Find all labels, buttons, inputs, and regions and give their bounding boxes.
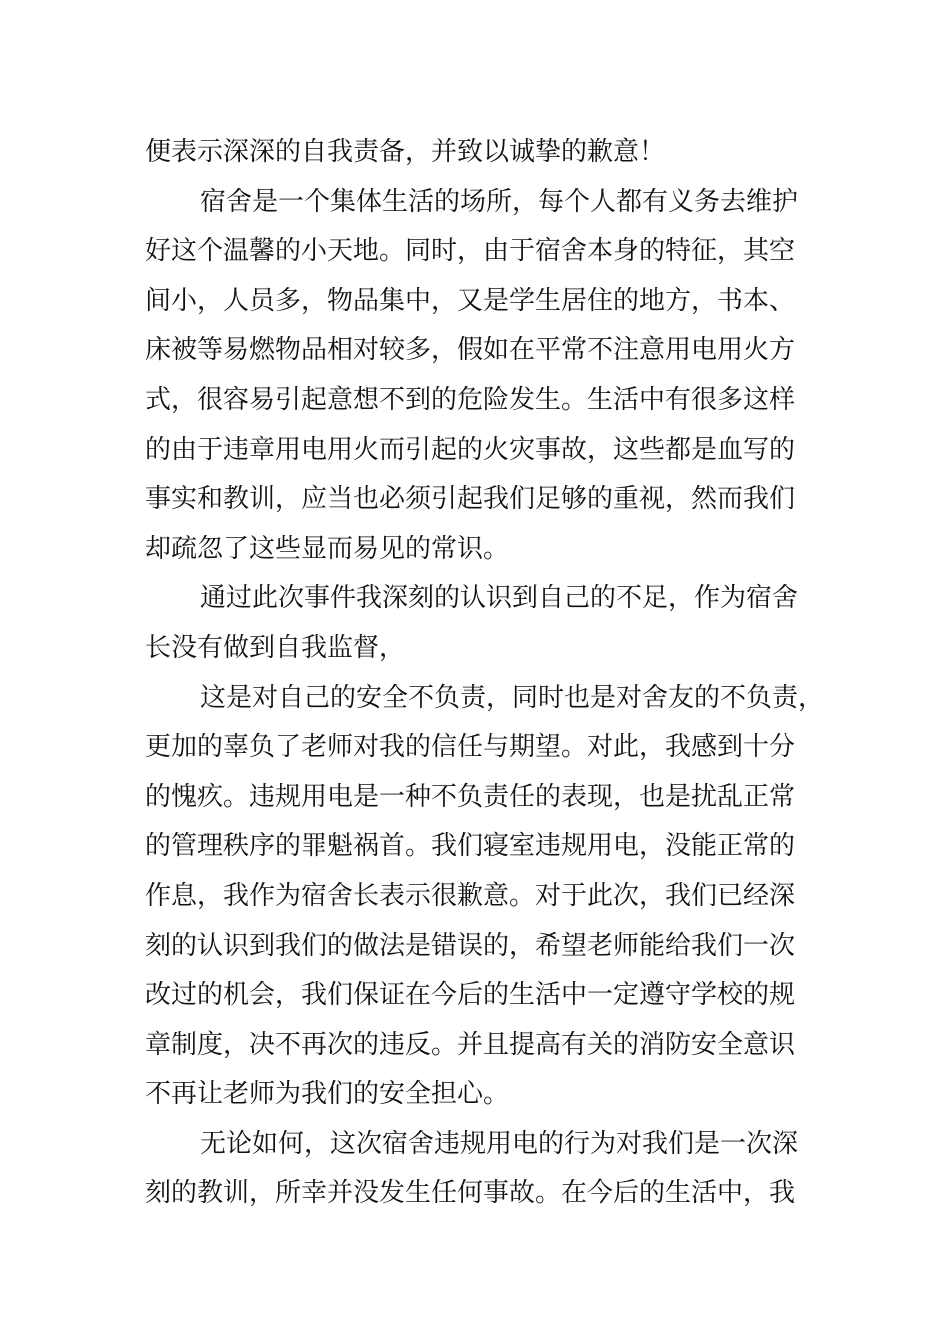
text-line: 作息，我作为宿舍长表示很歉意。对于此次，我们已经深 bbox=[145, 880, 796, 911]
text-line: 不再让老师为我们的安全担心。 bbox=[145, 1079, 510, 1110]
text-line: 好这个温馨的小天地。同时，由于宿舍本身的特征，其空 bbox=[145, 236, 796, 267]
text-line: 床被等易燃物品相对较多，假如在平常不注意用电用火方 bbox=[145, 335, 796, 366]
text-line: 改过的机会，我们保证在今后的生活中一定遵守学校的规 bbox=[145, 980, 796, 1011]
text-line: 更加的辜负了老师对我的信任与期望。对此，我感到十分 bbox=[145, 732, 796, 763]
paragraph-start-line: 无论如何，这次宿舍违规用电的行为对我们是一次深 bbox=[200, 1128, 799, 1159]
paragraph-start-line: 宿舍是一个集体生活的场所，每个人都有义务去维护 bbox=[200, 186, 799, 217]
text-line: 却疏忽了这些显而易见的常识。 bbox=[145, 533, 510, 564]
text-line: 的由于违章用电用火而引起的火灾事故，这些都是血写的 bbox=[145, 434, 796, 465]
text-line: 长没有做到自我监督， bbox=[145, 632, 406, 663]
text-line: 刻的教训，所幸并没发生任何事故。在今后的生活中，我 bbox=[145, 1178, 796, 1209]
text-line: 式，很容易引起意想不到的危险发生。生活中有很多这样 bbox=[145, 384, 796, 415]
paragraph-start-line: 通过此次事件我深刻的认识到自己的不足，作为宿舍 bbox=[200, 583, 799, 614]
text-line: 便表示深深的自我责备，并致以诚挚的歉意！ bbox=[145, 137, 666, 167]
text-line: 间小，人员多，物品集中，又是学生居住的地方，书本、 bbox=[145, 285, 796, 316]
text-line: 的愧疚。违规用电是一种不负责任的表现，也是扰乱正常 bbox=[145, 781, 796, 812]
document-body bbox=[145, 128, 825, 1219]
paragraph-start-line: 这是对自己的安全不负责，同时也是对舍友的不负责， bbox=[200, 682, 825, 713]
text-line: 的管理秩序的罪魁祸首。我们寝室违规用电，没能正常的 bbox=[145, 831, 796, 862]
text-line: 章制度，决不再次的违反。并且提高有关的消防安全意识 bbox=[145, 1029, 796, 1060]
text-line: 刻的认识到我们的做法是错误的，希望老师能给我们一次 bbox=[145, 930, 796, 961]
text-line: 事实和教训，应当也必须引起我们足够的重视，然而我们 bbox=[145, 484, 796, 515]
